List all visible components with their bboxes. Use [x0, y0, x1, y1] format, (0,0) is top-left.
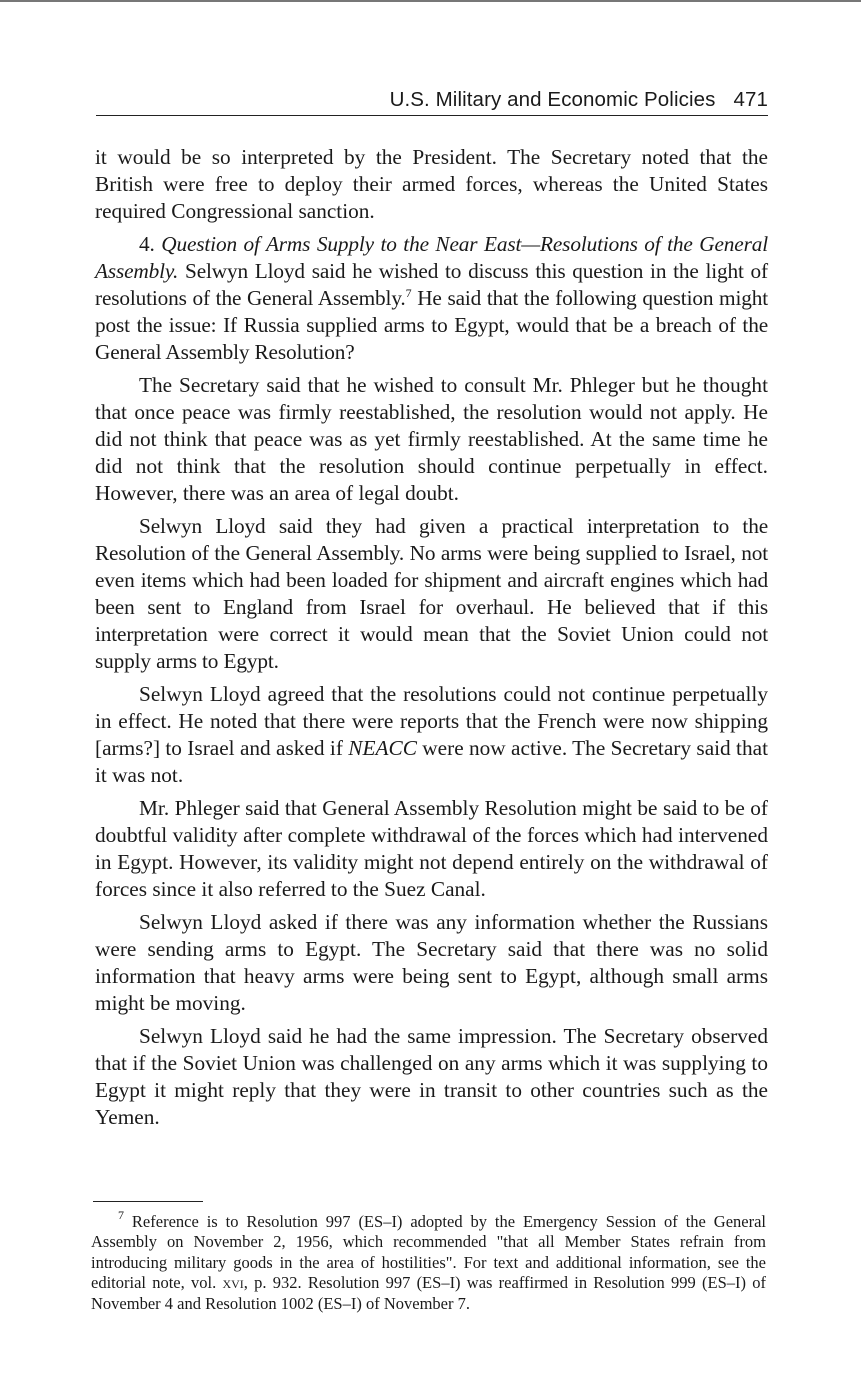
- paragraph-2-text-a: Selwyn Lloyd said he wished to discuss this question in the light of resolutions of the General Assembly.: [95, 259, 768, 310]
- footnote-7: [91, 1208, 766, 1314]
- page-number: 471: [733, 88, 768, 111]
- footnote-text-b: , p. 932. Resolution 997 (ES–I) was reaffirmed in Resolution 999 (ES–I) of November 4 and Resolution 1002 (ES–I) of November 7.: [91, 1273, 766, 1313]
- neacc-acronym: NEACC: [348, 736, 417, 760]
- paragraph-7: Selwyn Lloyd asked if there was any information whether the Russians were sending arms to Egypt. The Secretary said that there was no solid information that heavy arms were being sent to Egypt, although small arms might be moving.: [95, 910, 768, 1015]
- body-text: [95, 144, 768, 1137]
- section-heading: Question of Arms Supply to the Near East—Resolutions of the General Assembly.: [95, 232, 768, 283]
- footnote-reference: 7: [405, 286, 412, 300]
- page-top-edge: [0, 0, 861, 2]
- paragraph-3: The Secretary said that he wished to consult Mr. Phleger but he thought that once peace was firmly reestablished, the resolution would not apply. He did not think that peace was as yet firmly reestablished. At the same time he did not think that the resolution should continue perpetually in effect. However, there was an area of legal doubt.: [95, 373, 768, 505]
- paragraph-6: Mr. Phleger said that General Assembly Resolution might be said to be of doubtful validity after complete withdrawal of the forces which had intervened in Egypt. However, its validity might not depend entirely on the withdrawal of forces since it also referred to the Suez Canal.: [95, 796, 768, 901]
- section-number: 4.: [139, 232, 155, 256]
- paragraph-5-text-a: Selwyn Lloyd agreed that the resolutions could not continue perpetually in effect. He noted that there were reports that the French were now shipping [arms?] to Israel and asked if: [95, 682, 768, 760]
- footnote-text-a: Reference is to Resolution 997 (ES–I) adopted by the Emergency Session of the General Assembly on November 2, 1956, which recommended "that all Member States refrain from introducing military goods in the area of hostilities". For text and additional information, see the editorial note, vol.: [91, 1212, 766, 1293]
- paragraph-4: Selwyn Lloyd said they had given a practical interpretation to the Resolution of the General Assembly. No arms were being supplied to Israel, not even items which had been loaded for shipment and aircraft engines which had been sent to England from Israel for overhaul. He believed that if this interpretation were correct it would mean that the Soviet Union could not supply arms to Egypt.: [95, 514, 768, 673]
- footnote-volume: xvi: [222, 1273, 244, 1293]
- paragraph-8: Selwyn Lloyd said he had the same impression. The Secretary observed that if the Soviet Union was challenged on any arms which it was supplying to Egypt it might reply that they were in transit to other countries such as the Yemen.: [95, 1024, 768, 1129]
- footnote-rule: [93, 1201, 203, 1202]
- running-head: [96, 88, 768, 116]
- paragraph-5-text-b: were now active. The Secretary said that it was not.: [95, 736, 768, 787]
- paragraph-1: it would be so interpreted by the President. The Secretary noted that the British were free to deploy their armed forces, whereas the United States required Congressional sanction.: [95, 145, 768, 223]
- paragraph-2-text-b: He said that the following question might post the issue: If Russia supplied arms to Egypt, would that be a breach of the General Assembly Resolution?: [95, 286, 768, 364]
- paragraph-5: [95, 681, 768, 789]
- running-title: U.S. Military and Economic Policies: [389, 88, 716, 111]
- paragraph-2: [95, 231, 768, 366]
- footnote-marker: 7: [118, 1208, 124, 1222]
